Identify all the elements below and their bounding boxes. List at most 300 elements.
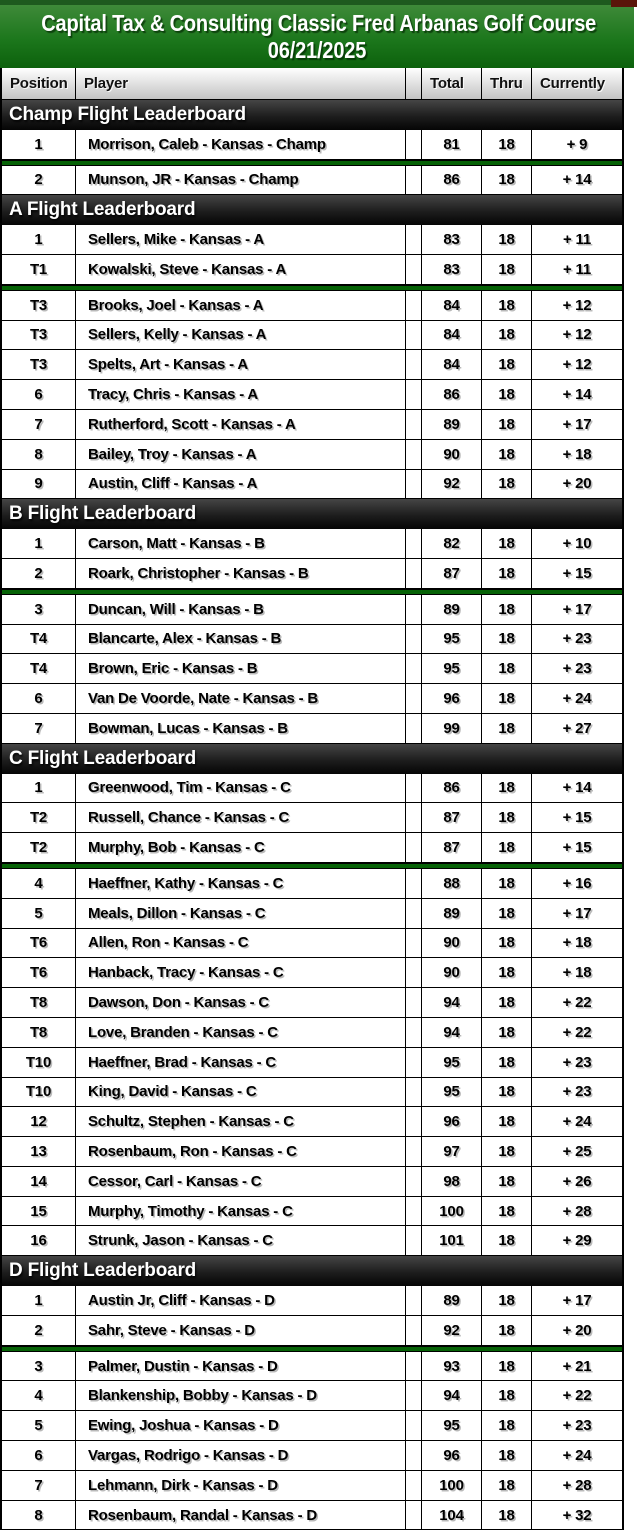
thru-cell: 18 xyxy=(482,1167,532,1196)
total-cell: 94 xyxy=(422,1018,482,1047)
total-cell: 84 xyxy=(422,291,482,320)
player-cell: Brooks, Joel - Kansas - A xyxy=(76,291,406,320)
thru-cell: 18 xyxy=(482,595,532,624)
player-cell: Greenwood, Tim - Kansas - C xyxy=(76,774,406,803)
position-cell: 14 xyxy=(2,1167,76,1196)
total-cell: 86 xyxy=(422,774,482,803)
thru-cell: 18 xyxy=(482,1441,532,1470)
thru-cell: 18 xyxy=(482,321,532,350)
position-cell: T8 xyxy=(2,988,76,1017)
player-row xyxy=(2,1381,622,1411)
player-cell: Sellers, Mike - Kansas - A xyxy=(76,225,406,254)
total-cell: 95 xyxy=(422,1078,482,1107)
position-cell: 15 xyxy=(2,1197,76,1226)
currently-cell: + 12 xyxy=(562,356,592,374)
currently-cell: + 21 xyxy=(562,1357,592,1375)
thru-cell: 18 xyxy=(482,559,532,588)
position-cell: 2 xyxy=(2,166,76,195)
position-cell: 1 xyxy=(2,130,76,159)
player-row xyxy=(2,625,622,655)
spacer-cell xyxy=(406,1107,422,1136)
spacer-cell xyxy=(406,714,422,743)
thru-cell: 18 xyxy=(482,684,532,713)
player-cell: Kowalski, Steve - Kansas - A xyxy=(76,255,406,284)
tournament-title: Capital Tax & Consulting Classic Fred Arbanas Golf Course xyxy=(41,10,597,36)
currently-cell: + 14 xyxy=(562,779,592,797)
spacer-cell xyxy=(406,958,422,987)
position-cell: 4 xyxy=(2,1381,76,1410)
total-cell: 95 xyxy=(422,625,482,654)
currently-cell: + 22 xyxy=(562,994,592,1011)
player-cell: Bailey, Troy - Kansas - A xyxy=(76,440,406,469)
player-row xyxy=(2,166,622,196)
total-cell: 89 xyxy=(422,410,482,439)
thru-cell: 18 xyxy=(482,803,532,832)
player-cell: Cessor, Carl - Kansas - C xyxy=(76,1167,406,1196)
player-row xyxy=(2,929,622,959)
total-cell: 81 xyxy=(422,130,482,159)
position-cell: T4 xyxy=(2,625,76,654)
player-row xyxy=(2,1316,622,1346)
currently-cell: + 18 xyxy=(562,934,592,952)
player-cell: Brown, Eric - Kansas - B xyxy=(76,654,406,683)
thru-cell: 18 xyxy=(482,929,532,958)
spacer-cell xyxy=(406,1352,422,1381)
total-cell: 84 xyxy=(422,350,482,379)
player-cell: Russell, Chance - Kansas - C xyxy=(76,803,406,832)
thru-cell: 18 xyxy=(482,774,532,803)
player-cell: Meals, Dillon - Kansas - C xyxy=(76,899,406,928)
total-cell: 92 xyxy=(422,470,482,499)
total-cell: 90 xyxy=(422,929,482,958)
currently-cell: + 12 xyxy=(562,296,592,314)
position-cell: T3 xyxy=(2,321,76,350)
total-cell: 90 xyxy=(422,440,482,469)
position-cell: 16 xyxy=(2,1226,76,1255)
player-cell: Bowman, Lucas - Kansas - B xyxy=(76,714,406,743)
position-cell: T10 xyxy=(2,1078,76,1107)
player-cell: Hanback, Tracy - Kansas - C xyxy=(76,958,406,987)
total-cell: 99 xyxy=(422,714,482,743)
player-cell: Van De Voorde, Nate - Kansas - B xyxy=(76,684,406,713)
spacer-cell xyxy=(406,1411,422,1440)
total-cell: 90 xyxy=(422,958,482,987)
column-header-position: Position xyxy=(2,68,76,99)
spacer-cell xyxy=(406,1137,422,1166)
spacer-cell xyxy=(406,1048,422,1077)
spacer-cell xyxy=(406,654,422,683)
thru-cell: 18 xyxy=(482,833,532,862)
spacer-cell xyxy=(406,833,422,862)
thru-cell: 18 xyxy=(482,869,532,898)
position-cell: T2 xyxy=(2,833,76,862)
total-cell: 92 xyxy=(422,1316,482,1345)
spacer-cell xyxy=(406,774,422,803)
total-cell: 104 xyxy=(422,1501,482,1530)
total-cell: 94 xyxy=(422,988,482,1017)
thru-cell: 18 xyxy=(482,291,532,320)
thru-cell: 18 xyxy=(482,1316,532,1345)
currently-cell: + 23 xyxy=(562,1083,592,1101)
position-cell: 3 xyxy=(2,1352,76,1381)
spacer-cell xyxy=(406,559,422,588)
player-row xyxy=(2,595,622,625)
player-row xyxy=(2,1501,622,1531)
column-header-total: Total xyxy=(422,68,482,99)
thru-cell: 18 xyxy=(482,1107,532,1136)
total-cell: 94 xyxy=(422,1381,482,1410)
position-cell: 1 xyxy=(2,529,76,558)
spacer-cell xyxy=(406,1501,422,1530)
thru-cell: 18 xyxy=(482,1137,532,1166)
position-cell: T6 xyxy=(2,929,76,958)
currently-cell: + 24 xyxy=(562,1113,592,1131)
player-cell: Vargas, Rodrigo - Kansas - D xyxy=(76,1441,406,1470)
player-cell: Palmer, Dustin - Kansas - D xyxy=(76,1352,406,1381)
currently-cell: + 22 xyxy=(562,1387,592,1405)
thru-cell: 18 xyxy=(482,440,532,469)
player-row xyxy=(2,684,622,714)
position-cell: 6 xyxy=(2,1441,76,1470)
column-header-currently: Currently xyxy=(540,75,605,92)
player-row xyxy=(2,225,622,255)
spacer-cell xyxy=(406,625,422,654)
spacer-cell xyxy=(406,166,422,195)
flight-section-header: D Flight Leaderboard xyxy=(2,1256,622,1286)
thru-cell: 18 xyxy=(482,380,532,409)
currently-cell: + 29 xyxy=(562,1232,592,1250)
spacer-cell xyxy=(406,929,422,958)
player-row xyxy=(2,380,622,410)
currently-cell: + 17 xyxy=(562,600,592,618)
total-cell: 82 xyxy=(422,529,482,558)
player-row xyxy=(2,130,622,160)
flight-section-header: B Flight Leaderboard xyxy=(2,499,622,529)
player-row xyxy=(2,291,622,321)
thru-cell: 18 xyxy=(482,899,532,928)
currently-cell: + 15 xyxy=(562,809,592,827)
player-row xyxy=(2,1226,622,1256)
currently-cell: + 15 xyxy=(562,564,592,582)
player-row xyxy=(2,958,622,988)
total-cell: 87 xyxy=(422,833,482,862)
thru-cell: 18 xyxy=(482,714,532,743)
player-row xyxy=(2,803,622,833)
thru-cell: 18 xyxy=(482,1018,532,1047)
currently-cell: + 17 xyxy=(562,904,592,922)
spacer-cell xyxy=(406,1018,422,1047)
player-cell: Morrison, Caleb - Kansas - Champ xyxy=(76,130,406,159)
spacer-cell xyxy=(406,1226,422,1255)
thru-cell: 18 xyxy=(482,166,532,195)
player-cell: Spelts, Art - Kansas - A xyxy=(76,350,406,379)
thru-cell: 18 xyxy=(482,350,532,379)
thru-cell: 18 xyxy=(482,1048,532,1077)
position-cell: T10 xyxy=(2,1048,76,1077)
player-row xyxy=(2,1352,622,1382)
player-row xyxy=(2,774,622,804)
position-cell: 12 xyxy=(2,1107,76,1136)
total-cell: 88 xyxy=(422,869,482,898)
total-cell: 83 xyxy=(422,225,482,254)
thru-cell: 18 xyxy=(482,529,532,558)
currently-cell: + 22 xyxy=(562,1023,592,1041)
position-cell: T2 xyxy=(2,803,76,832)
position-cell: 8 xyxy=(2,1501,76,1530)
position-cell: 5 xyxy=(2,899,76,928)
total-cell: 84 xyxy=(422,321,482,350)
position-cell: 7 xyxy=(2,1471,76,1500)
position-cell: 2 xyxy=(2,559,76,588)
total-cell: 83 xyxy=(422,255,482,284)
currently-cell: + 17 xyxy=(562,415,592,433)
currently-cell: + 11 xyxy=(563,231,591,249)
player-row xyxy=(2,988,622,1018)
flight-section-header: A Flight Leaderboard xyxy=(2,195,622,225)
player-row xyxy=(2,1471,622,1501)
spacer-cell xyxy=(406,684,422,713)
thru-cell: 18 xyxy=(482,1078,532,1107)
column-header-spacer xyxy=(406,68,422,99)
spacer-cell xyxy=(406,595,422,624)
spacer-cell xyxy=(406,1441,422,1470)
player-row xyxy=(2,470,622,500)
total-cell: 86 xyxy=(422,166,482,195)
player-row xyxy=(2,1441,622,1471)
currently-cell: + 24 xyxy=(562,1446,592,1464)
player-row xyxy=(2,410,622,440)
table-body xyxy=(2,100,622,1530)
player-cell: Haeffner, Kathy - Kansas - C xyxy=(76,869,406,898)
leaderboard-table xyxy=(0,68,624,1530)
player-row xyxy=(2,1167,622,1197)
currently-cell: + 17 xyxy=(562,1291,592,1309)
player-row xyxy=(2,440,622,470)
position-cell: 1 xyxy=(2,1286,76,1315)
player-cell: Duncan, Will - Kansas - B xyxy=(76,595,406,624)
player-row xyxy=(2,869,622,899)
currently-cell: + 11 xyxy=(563,260,591,278)
total-cell: 101 xyxy=(422,1226,482,1255)
thru-cell: 18 xyxy=(482,225,532,254)
thru-cell: 18 xyxy=(482,654,532,683)
position-cell: 9 xyxy=(2,470,76,499)
position-cell: T4 xyxy=(2,654,76,683)
thru-cell: 18 xyxy=(482,1411,532,1440)
player-row xyxy=(2,350,622,380)
player-cell: Austin Jr, Cliff - Kansas - D xyxy=(76,1286,406,1315)
total-cell: 89 xyxy=(422,1286,482,1315)
player-row xyxy=(2,1197,622,1227)
currently-cell: + 28 xyxy=(562,1202,592,1220)
total-cell: 96 xyxy=(422,1107,482,1136)
thru-cell: 18 xyxy=(482,958,532,987)
thru-cell: 18 xyxy=(482,1352,532,1381)
total-cell: 89 xyxy=(422,595,482,624)
total-cell: 93 xyxy=(422,1352,482,1381)
column-header-row xyxy=(2,68,622,100)
player-row xyxy=(2,1078,622,1108)
position-cell: 13 xyxy=(2,1137,76,1166)
currently-cell: + 20 xyxy=(562,475,592,493)
flight-section-header: C Flight Leaderboard xyxy=(2,744,622,774)
player-row xyxy=(2,714,622,744)
player-cell: Strunk, Jason - Kansas - C xyxy=(76,1226,406,1255)
player-cell: Love, Branden - Kansas - C xyxy=(76,1018,406,1047)
spacer-cell xyxy=(406,350,422,379)
position-cell: 1 xyxy=(2,774,76,803)
position-cell: 1 xyxy=(2,225,76,254)
thru-cell: 18 xyxy=(482,1197,532,1226)
player-row xyxy=(2,1107,622,1137)
total-cell: 86 xyxy=(422,380,482,409)
player-row xyxy=(2,833,622,863)
player-cell: Allen, Ron - Kansas - C xyxy=(76,929,406,958)
position-cell: 2 xyxy=(2,1316,76,1345)
position-cell: 7 xyxy=(2,714,76,743)
currently-cell: + 20 xyxy=(562,1321,592,1339)
currently-cell: + 14 xyxy=(562,171,592,189)
currently-cell: + 25 xyxy=(562,1142,592,1160)
player-row xyxy=(2,559,622,589)
position-cell: 4 xyxy=(2,869,76,898)
player-cell: Carson, Matt - Kansas - B xyxy=(76,529,406,558)
player-row xyxy=(2,1411,622,1441)
currently-cell: + 16 xyxy=(562,874,592,892)
thru-cell: 18 xyxy=(482,1381,532,1410)
player-row xyxy=(2,321,622,351)
total-cell: 87 xyxy=(422,803,482,832)
position-cell: 6 xyxy=(2,684,76,713)
spacer-cell xyxy=(406,803,422,832)
total-cell: 96 xyxy=(422,684,482,713)
total-cell: 87 xyxy=(422,559,482,588)
spacer-cell xyxy=(406,255,422,284)
thru-cell: 18 xyxy=(482,255,532,284)
currently-cell: + 24 xyxy=(562,690,592,708)
position-cell: T8 xyxy=(2,1018,76,1047)
thru-cell: 18 xyxy=(482,1226,532,1255)
player-row xyxy=(2,1286,622,1316)
player-cell: Schultz, Stephen - Kansas - C xyxy=(76,1107,406,1136)
player-row xyxy=(2,899,622,929)
spacer-cell xyxy=(406,380,422,409)
player-cell: Blancarte, Alex - Kansas - B xyxy=(76,625,406,654)
player-row xyxy=(2,529,622,559)
spacer-cell xyxy=(406,321,422,350)
spacer-cell xyxy=(406,470,422,499)
total-cell: 100 xyxy=(422,1197,482,1226)
player-cell: Haeffner, Brad - Kansas - C xyxy=(76,1048,406,1077)
spacer-cell xyxy=(406,1286,422,1315)
thru-cell: 18 xyxy=(482,410,532,439)
player-cell: Roark, Christopher - Kansas - B xyxy=(76,559,406,588)
player-cell: Rosenbaum, Ron - Kansas - C xyxy=(76,1137,406,1166)
spacer-cell xyxy=(406,899,422,928)
spacer-cell xyxy=(406,1316,422,1345)
spacer-cell xyxy=(406,988,422,1017)
currently-cell: + 26 xyxy=(562,1172,592,1190)
currently-cell: + 23 xyxy=(562,1053,592,1071)
thru-cell: 18 xyxy=(482,625,532,654)
player-cell: King, David - Kansas - C xyxy=(76,1078,406,1107)
currently-cell: + 10 xyxy=(562,535,592,553)
spacer-cell xyxy=(406,1078,422,1107)
spacer-cell xyxy=(406,130,422,159)
player-cell: Blankenship, Bobby - Kansas - D xyxy=(76,1381,406,1410)
player-cell: Dawson, Don - Kansas - C xyxy=(76,988,406,1017)
total-cell: 100 xyxy=(422,1471,482,1500)
spacer-cell xyxy=(406,1167,422,1196)
total-cell: 95 xyxy=(422,1048,482,1077)
player-cell: Sellers, Kelly - Kansas - A xyxy=(76,321,406,350)
currently-cell: + 28 xyxy=(562,1476,592,1494)
player-cell: Murphy, Timothy - Kansas - C xyxy=(76,1197,406,1226)
position-cell: 7 xyxy=(2,410,76,439)
thru-cell: 18 xyxy=(482,988,532,1017)
currently-cell: + 18 xyxy=(562,445,592,463)
spacer-cell xyxy=(406,869,422,898)
currently-cell: + 32 xyxy=(562,1506,592,1524)
player-row xyxy=(2,654,622,684)
column-header-player: Player xyxy=(76,68,406,99)
player-row xyxy=(2,1048,622,1078)
thru-cell: 18 xyxy=(482,1471,532,1500)
total-cell: 89 xyxy=(422,899,482,928)
position-cell: 8 xyxy=(2,440,76,469)
spacer-cell xyxy=(406,291,422,320)
position-cell: T3 xyxy=(2,350,76,379)
thru-cell: 18 xyxy=(482,1501,532,1530)
player-row xyxy=(2,255,622,285)
currently-cell: + 23 xyxy=(562,1417,592,1435)
player-cell: Tracy, Chris - Kansas - A xyxy=(76,380,406,409)
position-cell: 3 xyxy=(2,595,76,624)
tournament-banner xyxy=(0,0,634,68)
currently-cell: + 12 xyxy=(562,326,592,344)
currently-cell: + 15 xyxy=(562,839,592,857)
currently-cell: + 18 xyxy=(562,964,592,982)
player-cell: Rutherford, Scott - Kansas - A xyxy=(76,410,406,439)
position-cell: T6 xyxy=(2,958,76,987)
spacer-cell xyxy=(406,410,422,439)
thru-cell: 18 xyxy=(482,1286,532,1315)
player-row xyxy=(2,1018,622,1048)
thru-cell: 18 xyxy=(482,130,532,159)
currently-cell: + 14 xyxy=(562,386,592,404)
spacer-cell xyxy=(406,1381,422,1410)
total-cell: 95 xyxy=(422,1411,482,1440)
currently-cell: + 23 xyxy=(562,630,592,648)
position-cell: 6 xyxy=(2,380,76,409)
player-cell: Austin, Cliff - Kansas - A xyxy=(76,470,406,499)
player-cell: Murphy, Bob - Kansas - C xyxy=(76,833,406,862)
player-cell: Sahr, Steve - Kansas - D xyxy=(76,1316,406,1345)
total-cell: 98 xyxy=(422,1167,482,1196)
corner-artifact xyxy=(611,0,637,7)
column-header-thru: Thru xyxy=(482,68,532,99)
spacer-cell xyxy=(406,529,422,558)
currently-cell: + 9 xyxy=(566,135,588,153)
position-cell: T3 xyxy=(2,291,76,320)
thru-cell: 18 xyxy=(482,470,532,499)
player-cell: Ewing, Joshua - Kansas - D xyxy=(76,1411,406,1440)
position-cell: T1 xyxy=(2,255,76,284)
currently-cell: + 23 xyxy=(562,660,592,678)
player-cell: Lehmann, Dirk - Kansas - D xyxy=(76,1471,406,1500)
tournament-date: 06/21/2025 xyxy=(267,37,367,63)
total-cell: 96 xyxy=(422,1441,482,1470)
